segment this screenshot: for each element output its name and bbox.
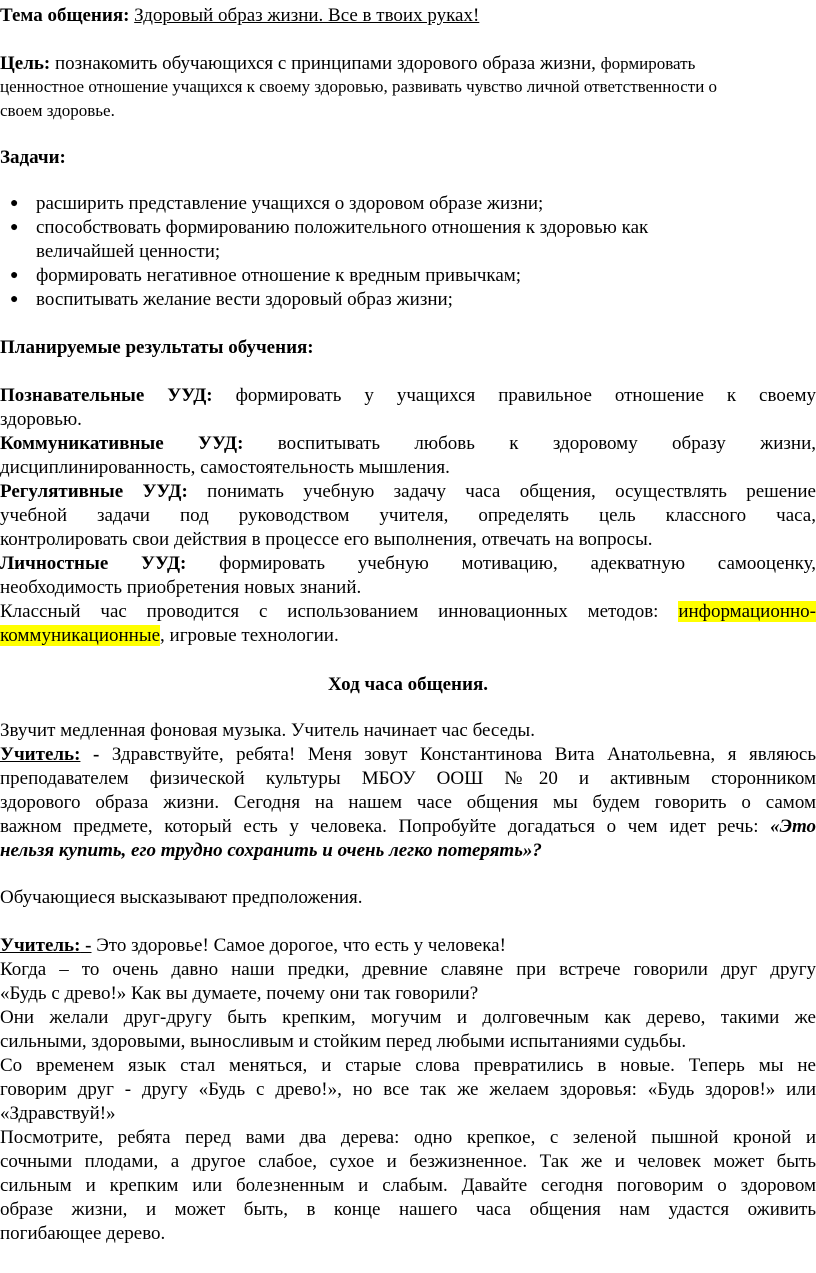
highlighted-text: коммуникационные <box>0 625 161 646</box>
personal-label: Личностные УУД: <box>0 553 187 574</box>
teacher-text: Это здоровье! Самое дорогое, что есть у человека! <box>96 935 506 956</box>
cognitive-label: Познавательные УУД: <box>0 385 213 406</box>
bullet-icon: ● <box>10 268 19 283</box>
dash: - <box>92 744 100 765</box>
regulative-label: Регулятивные УУД: <box>0 481 188 502</box>
communicative-text: воспитывать любовь к здоровому образу жизни, <box>277 433 816 454</box>
communicative-line-2: дисциплинированность, самостоятельность мышления. <box>0 457 450 478</box>
paragraph-line: сильным и крепким или болезненным и слабым. Давайте сегодня поговорим о здоровом <box>0 1175 816 1196</box>
topic-label: Тема общения: <box>0 5 130 26</box>
regulative-line-1 <box>0 480 816 504</box>
paragraph-line: говорим друг - другу «Будь с древо!», но все так же желаем здоровья: «Будь здоров!» или <box>0 1079 816 1100</box>
paragraph-line: Они желали друг-другу быть крепким, могучим и долговечным как дерево, такими же <box>0 1007 816 1028</box>
teacher-line-2: преподавателем физической культуры МБОУ ООШ №20 и активным сторонником <box>0 768 816 789</box>
task-item: ● формировать негативное отношение к вредным привычкам; <box>10 265 522 286</box>
personal-line-2: необходимость приобретения новых знаний. <box>0 577 362 598</box>
task-item: ● способствовать формированию положительного отношения к здоровью как <box>10 217 649 238</box>
methods-line-1 <box>0 600 816 624</box>
regulative-line-3: контролировать свои действия в процессе его выполнения, отвечать на вопросы. <box>0 529 653 550</box>
methods-line-2 <box>0 624 816 648</box>
cognitive-line-2: здоровью. <box>0 409 82 430</box>
topic-value: Здоровый образ жизни. Все в твоих руках! <box>134 5 480 26</box>
goal-line-3: своем здоровье. <box>0 101 115 120</box>
task-item: ● расширить представление учащихся о здоровом образе жизни; <box>10 193 544 214</box>
riddle-text: «Это <box>770 816 816 837</box>
paragraph-line: погибающее дерево. <box>0 1223 166 1244</box>
paragraph-line: Когда – то очень давно наши предки, древние славяне при встрече говорили друг другу <box>0 959 816 980</box>
methods-text-end: , игровые технологии. <box>160 625 339 646</box>
bullet-icon: ● <box>10 292 19 307</box>
teacher-text: Здравствуйте, ребята! Меня зовут Константинова Вита Анатольевна, я являюсь <box>111 744 816 765</box>
riddle-line: нельзя купить, его трудно сохранить и очень легко потерять»? <box>0 840 542 861</box>
cognitive-line-1 <box>0 384 816 408</box>
communicative-line-1 <box>0 432 816 456</box>
paragraph-line: сильными, здоровыми, выносливым и стойким перед любыми испытаниями судьбы. <box>0 1031 687 1052</box>
teacher-line-1 <box>0 743 816 767</box>
personal-line-1 <box>0 552 816 576</box>
course-heading: Ход часа общения. <box>328 674 488 695</box>
personal-text: формировать учебную мотивацию, адекватную самооценку, <box>219 553 816 574</box>
highlighted-text: информационно- <box>678 601 816 622</box>
results-heading: Планируемые результаты обучения: <box>0 337 314 358</box>
paragraph-line: Посмотрите, ребята перед вами два дерева: одно крепкое, с зеленой пышной кроной и <box>0 1127 816 1148</box>
bullet-icon: ● <box>10 196 19 211</box>
teacher-text: важном предмете, который есть у человека. Попробуйте догадаться о чем идет речь: <box>0 816 759 837</box>
cognitive-text: формировать у учащихся правильное отношение к своему <box>235 385 816 406</box>
goal-label: Цель: <box>0 53 51 74</box>
goal-text-a: познакомить обучающихся с принципами здорового образа жизни, <box>55 53 596 74</box>
teacher-line-3: здорового образа жизни. Сегодня на нашем часе общения мы будем говорить о самом <box>0 792 816 813</box>
teacher-label: Учитель: <box>0 935 81 956</box>
goal-line-2: ценностное отношение учащихся к своему здоровью, развивать чувство личной ответственности о <box>0 77 718 96</box>
communicative-label: Коммуникативные УУД: <box>0 433 244 454</box>
regulative-text: понимать учебную задачу часа общения, осуществлять решение <box>207 481 816 502</box>
regulative-line-2: учебной задачи под руководством учителя, определять цель классного часа, <box>0 505 816 526</box>
goal-text-b: формировать <box>600 54 696 73</box>
goal-line-1 <box>0 52 816 76</box>
paragraph-line: «Здравствуй!» <box>0 1103 116 1124</box>
paragraph-line: «Будь с древо!» Как вы думаете, почему они так говорили? <box>0 983 479 1004</box>
paragraph-line: Со временем язык стал меняться, и старые слова превратились в новые. Теперь мы не <box>0 1055 816 1076</box>
methods-text: Классный час проводится с использованием инновационных методов: <box>0 601 659 622</box>
bullet-icon: ● <box>10 220 19 235</box>
topic-line <box>0 4 816 28</box>
students-line: Обучающиеся высказывают предположения. <box>0 887 363 908</box>
task-item: ● воспитывать желание вести здоровый образ жизни; <box>10 289 453 310</box>
teacher2-line-1 <box>0 934 816 958</box>
paragraph-line: сочными плодами, а другое слабое, сухое и безжизненное. Так же и человек может быть <box>0 1151 816 1172</box>
teacher-label: Учитель: <box>0 744 81 765</box>
task-item-continuation: величайшей ценности; <box>36 241 221 262</box>
tasks-heading: Задачи: <box>0 147 66 168</box>
course-intro: Звучит медленная фоновая музыка. Учитель начинает час беседы. <box>0 720 535 741</box>
teacher-line-4 <box>0 815 816 839</box>
dash: - <box>80 935 92 956</box>
paragraph-line: образе жизни, и может быть, в конце нашего часа общения нам удастся оживить <box>0 1199 816 1220</box>
